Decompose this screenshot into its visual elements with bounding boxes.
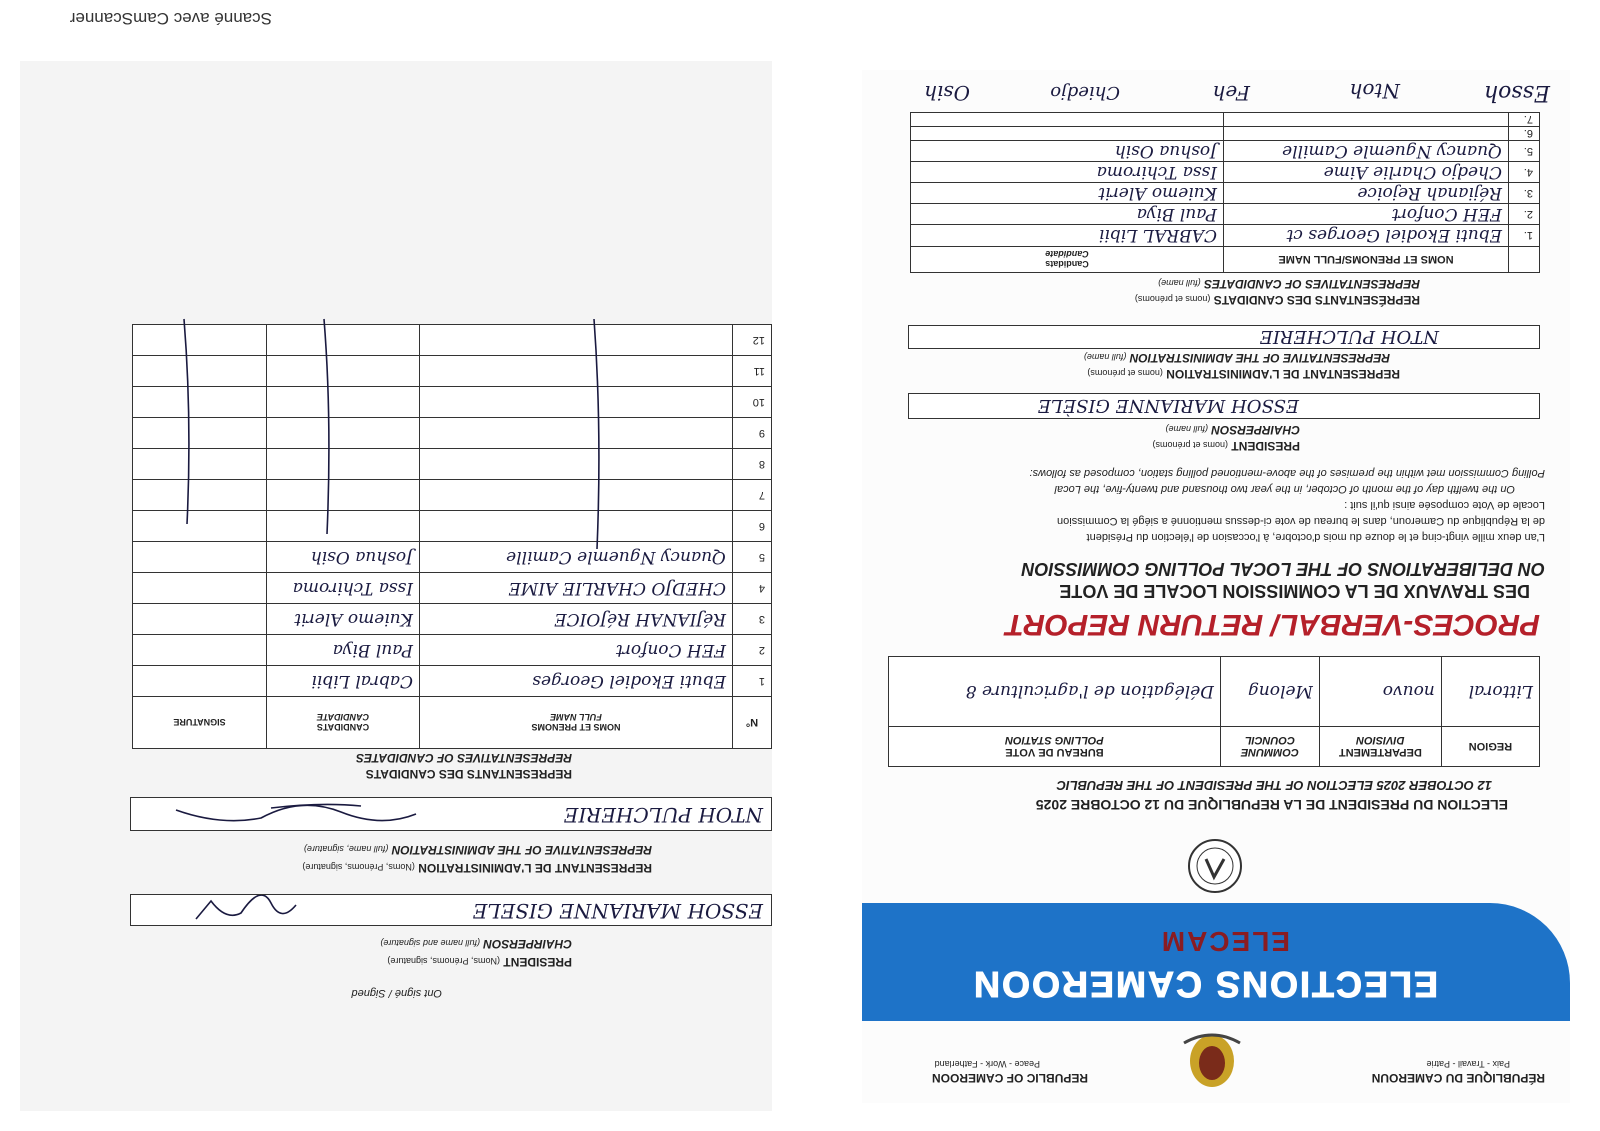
reps-label: REPRÉSENTANTS DES CANDIDATS (noms et prénoms) — [1134, 293, 1420, 307]
banner-subtitle: ELECAM — [1159, 926, 1290, 957]
admin-label-en-2: REPRESENTATIVE OF THE ADMINISTRATION (full name, signature) — [303, 843, 652, 857]
admin-label-2: REPRESENTANT DE L'ADMINISTRATION (Noms, Prénoms, signature) — [302, 861, 652, 875]
report-title: PROCES-VERBAL/ RETURN REPORT — [1005, 608, 1540, 641]
republic-fr: RÉPUBLIQUE DU CAMEROUN — [1371, 1071, 1545, 1085]
scanner-watermark: Scanné avec CamScanner — [69, 9, 272, 28]
header-department: DEPARTEMENT DIVISION — [1319, 727, 1441, 767]
table-row: 4. Chedjo Charlie Aime Issa Tchiroma — [911, 162, 1540, 183]
reps-label-2: REPRESENTANTS DES CANDIDATS — [365, 767, 572, 781]
coat-of-arms-icon — [1176, 1027, 1248, 1093]
reps-label-en-2: REPRESENTATIVES OF CANDIDATES — [355, 751, 572, 765]
header-polling-station: BUREAU DE VOTE POLLING STATION — [889, 727, 1221, 767]
table-row: 7 — [133, 480, 772, 511]
table-row: 5 Quancy Nguemle Camille Joshua Osih — [133, 542, 772, 573]
table-row: 1 Ebuti Ekodiel Georges Cabral Libii — [133, 666, 772, 697]
reps-table — [910, 112, 1540, 273]
table-row: 3. Réjianah Rejoice Kuiemo Alerit — [911, 183, 1540, 204]
table-row: 3 RéJIANAH RéJOICE Kuiemo Alerit — [133, 604, 772, 635]
elecam-seal-icon — [1186, 837, 1244, 895]
election-title-en: 12 OCTOBER 2025 ELECTION OF THE PRESIDENT OF THE REPUBLIC — [1056, 778, 1492, 793]
department-value: nouvo — [1319, 657, 1441, 727]
table-row: 2 FEH Confort Paul Biya — [133, 635, 772, 666]
election-title-fr: ELECTION DU PRESIDENT DE LA REPUBLIQUE DU 12 OCTOBRE 2025 — [1035, 797, 1508, 813]
table-row: 1. Ebuti Ekodiel Georges ct CABRAL Libii — [911, 225, 1540, 247]
motto-en: Peace - Work - Fatherland — [934, 1059, 1040, 1069]
table-row: 11 — [133, 356, 772, 387]
header-candidate: CANDIDATS CANDIDATE — [267, 697, 420, 749]
admin-label: REPRESENTANT DE L'ADMINISTRATION (noms et prénoms) — [1087, 367, 1400, 381]
president-signature-icon — [191, 895, 301, 925]
president-field-2: ESSOH MARIANNE GISELE — [130, 894, 772, 926]
table-row: 9 — [133, 418, 772, 449]
paragraph-fr-3: Locale de Vote composée ainsi qu'il suit : — [1344, 499, 1545, 511]
chair-label: CHAIRPERSON (full name) — [1165, 423, 1300, 437]
paragraph-en-1: On the twelfth day of the month of October, in the year two thousand and twenty-five, the Local — [1054, 483, 1515, 495]
reps-header-candidate: Candidats Candidate — [911, 247, 1224, 273]
signed-label: Ont signé / Signed — [351, 987, 442, 999]
admin-label-en: REPRESENTATIVE OF THE ADMINISTRATION (full name) — [1083, 351, 1390, 365]
bottom-signatures: Essoh Ntoh Feh Chiedjo Osih — [924, 79, 1550, 105]
president-label-2: PRESIDENT (Noms, Prénoms, signature) — [387, 955, 572, 969]
report-subtitle-fr: DES TRAVAUX DE LA COMMISSION LOCALE DE VOTE — [1059, 581, 1530, 601]
president-field: ESSOH MARIANNE GISÈLE — [908, 393, 1540, 419]
header-region: REGION — [1441, 727, 1539, 767]
table-row: 8 — [133, 449, 772, 480]
council-value: Melong — [1220, 657, 1319, 727]
polling-station-value: Délégation de l'agriculture 8 — [889, 657, 1221, 727]
header-council: COMMUNE COUNCIL — [1220, 727, 1319, 767]
republic-en: REPUBLIC OF CAMEROON — [932, 1071, 1088, 1085]
president-label: PRESIDENT (noms et prénoms) — [1152, 439, 1300, 453]
table-row: 10 — [133, 387, 772, 418]
admin-field-2: NTOH PULCHERIE — [130, 797, 772, 831]
admin-field: NTOH PULCHERIE — [908, 325, 1540, 349]
reps-header-name: NOMS ET PRENOMS/FULL NAME — [1224, 247, 1509, 273]
reps-label-en: REPRESENTATIVES OF CANDIDATES (full name) — [1158, 277, 1420, 291]
header-number: N° — [733, 697, 772, 749]
table-row: 7. — [911, 113, 1540, 127]
region-value: Littoral — [1441, 657, 1539, 727]
paragraph-fr-1: L'an deux mille vingt-cinq et le douze du mois d'octobre, à l'occasion de l'élection du Président — [1086, 531, 1545, 543]
table-row: 5. Quancy Nguemle Camille Joshua Osih — [911, 141, 1540, 162]
table-row: 6. — [911, 127, 1540, 141]
elecam-banner — [862, 903, 1570, 1021]
header-signature: SIGNATURE — [133, 697, 267, 749]
void-strike-lines — [132, 309, 772, 749]
paragraph-fr-2: de la République du Cameroun, dans le bureau de vote ci-dessus mentionné a siégé la Commission — [1057, 515, 1545, 527]
report-subtitle-en: ON DELIBERATIONS OF THE LOCAL POLLING COMMISSION — [1021, 559, 1545, 579]
motto-fr: Paix - Travail - Patrie — [1426, 1059, 1510, 1069]
signatures-page — [20, 61, 772, 1111]
admin-signature-icon — [171, 798, 421, 830]
location-table — [888, 656, 1540, 767]
table-row: 2. FEH Confort Paul Biya — [911, 204, 1540, 225]
table-row: 4 CHEDJO CHARLIE AIME Issa Tchiroma — [133, 573, 772, 604]
chair-label-2: CHAIRPERSON (full name and signature) — [380, 937, 572, 951]
paragraph-en-2: Polling Commission met within the premises of the above-mentioned polling station, composed as follows: — [1029, 467, 1545, 479]
return-report-page — [862, 70, 1570, 1103]
table-row: 12 — [133, 325, 772, 356]
header-fullname: NOMS ET PRENOMS FULL NAME — [420, 697, 733, 749]
banner-title: ELECTIONS CAMEROON — [971, 964, 1438, 1005]
table-row: 6 — [133, 511, 772, 542]
